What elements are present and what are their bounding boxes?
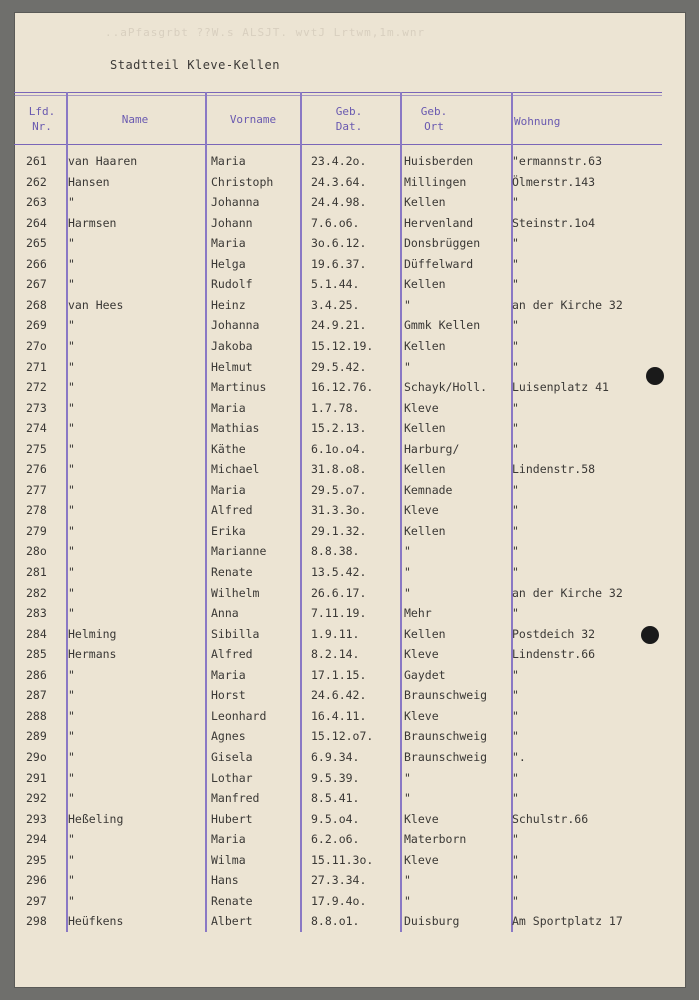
row-geb-ort: Gaydet — [404, 667, 446, 682]
row-number: 261 — [26, 154, 47, 168]
row-geb-ort: Kellen — [404, 338, 446, 353]
row-name: Heüfkens — [68, 914, 124, 929]
row-geb-dat: 1.7.78. — [311, 400, 360, 415]
row-vorname: Heinz — [211, 297, 246, 312]
row-vorname: Wilhelm — [211, 585, 260, 600]
row-name: " — [68, 688, 75, 703]
row-geb-ort: Düffelward — [404, 256, 474, 271]
row-name: " — [68, 400, 75, 415]
row-geb-ort: Materborn — [404, 832, 467, 847]
column-header-name: Name — [121, 113, 149, 126]
table-row — [0, 627, 699, 647]
row-geb-ort: Kemnade — [404, 482, 453, 497]
row-vorname: Gisela — [211, 749, 253, 764]
row-geb-ort: Gmmk Kellen — [404, 318, 481, 333]
row-geb-ort: Kleve — [404, 708, 439, 723]
table-row — [0, 154, 699, 174]
row-vorname: Michael — [211, 462, 260, 477]
row-vorname: Manfred — [211, 791, 260, 806]
row-number: 288 — [26, 708, 47, 723]
row-geb-dat: 17.1.15. — [311, 667, 367, 682]
table-row — [0, 175, 699, 195]
column-header-geb-dat: Geb. Dat. — [335, 105, 363, 133]
table-row — [0, 462, 699, 482]
row-geb-dat: 24.3.64. — [311, 174, 367, 189]
row-vorname: Mathias — [211, 421, 260, 436]
row-number: 275 — [26, 441, 47, 456]
row-geb-ort: Hervenland — [404, 215, 474, 230]
row-geb-ort: Kellen — [404, 523, 446, 538]
row-vorname: Anna — [211, 606, 239, 621]
row-vorname: Johanna — [211, 195, 260, 210]
row-geb-ort: " — [404, 585, 411, 600]
row-name: " — [68, 832, 75, 847]
table-row — [0, 771, 699, 791]
row-number: 298 — [26, 914, 47, 929]
row-geb-dat: 29.5.o7. — [311, 482, 367, 497]
row-number: 29o — [26, 749, 47, 764]
row-name: " — [68, 544, 75, 559]
row-wohnung: " — [512, 256, 519, 271]
row-geb-ort: Donsbrüggen — [404, 236, 481, 251]
column-header-geb-ort: Geb. Ort — [420, 105, 448, 133]
row-number: 282 — [26, 585, 47, 600]
row-geb-dat: 9.5.o4. — [311, 811, 360, 826]
row-wohnung: " — [512, 708, 519, 723]
row-geb-dat: 6.2.o6. — [311, 832, 360, 847]
row-vorname: Maria — [211, 236, 246, 251]
row-number: 279 — [26, 523, 47, 538]
row-wohnung: Lindenstr.58 — [512, 462, 596, 477]
row-name: " — [68, 791, 75, 806]
row-geb-dat: 8.2.14. — [311, 647, 360, 662]
row-vorname: Maria — [211, 400, 246, 415]
row-vorname: Albert — [211, 914, 253, 929]
row-number: 263 — [26, 195, 47, 210]
column-header-nr: Lfd. Nr. — [28, 105, 56, 133]
row-wohnung: "ermannstr.63 — [512, 154, 603, 168]
table-row — [0, 442, 699, 462]
row-geb-dat: 29.1.32. — [311, 523, 367, 538]
row-name: van Haaren — [68, 154, 138, 168]
row-wohnung: Ölmerstr.143 — [512, 174, 596, 189]
row-name: " — [68, 380, 75, 395]
column-header-wohnung: Wohnung — [514, 115, 561, 128]
table-row — [0, 750, 699, 770]
row-geb-ort: Kleve — [404, 852, 439, 867]
row-vorname: Agnes — [211, 729, 246, 744]
row-geb-dat: 19.6.37. — [311, 256, 367, 271]
row-name: " — [68, 441, 75, 456]
row-wohnung: Schulstr.66 — [512, 811, 589, 826]
punch-hole — [641, 626, 659, 644]
row-geb-ort: Kellen — [404, 462, 446, 477]
row-geb-dat: 15.11.3o. — [311, 852, 374, 867]
row-number: 264 — [26, 215, 47, 230]
row-name: " — [68, 338, 75, 353]
row-geb-dat: 27.3.34. — [311, 873, 367, 888]
row-name: " — [68, 749, 75, 764]
faded-header-text: ..aPfasgrbt ??W.s ALSJT. wvtJ Lrtwm,1m.wnr — [105, 26, 426, 39]
row-wohnung: " — [512, 565, 519, 579]
row-number: 271 — [26, 359, 47, 374]
column-header-vorname: Vorname — [229, 113, 277, 126]
row-wohnung: " — [512, 688, 519, 703]
row-geb-dat: 23.4.2o. — [311, 154, 367, 168]
row-name: Hansen — [68, 174, 110, 189]
row-geb-dat: 31.3.3o. — [311, 503, 367, 518]
row-name: " — [68, 482, 75, 497]
row-geb-ort: Kleve — [404, 503, 439, 518]
row-geb-dat: 6.1o.o4. — [311, 441, 367, 456]
table-row — [0, 668, 699, 688]
row-wohnung: ". — [512, 749, 526, 764]
row-geb-ort: Duisburg — [404, 914, 460, 929]
row-name: " — [68, 277, 75, 292]
row-vorname: Christoph — [211, 174, 274, 189]
row-name: " — [68, 523, 75, 538]
row-wohnung: " — [512, 606, 519, 621]
row-name: " — [68, 503, 75, 518]
row-name: " — [68, 729, 75, 744]
row-wohnung: " — [512, 318, 519, 333]
row-vorname: Hans — [211, 873, 239, 888]
header-bottom-rule — [14, 144, 662, 145]
row-name: van Hees — [68, 297, 124, 312]
row-number: 28o — [26, 544, 47, 559]
row-geb-dat: 31.8.o8. — [311, 462, 367, 477]
table-row — [0, 277, 699, 297]
row-vorname: Lothar — [211, 770, 253, 785]
punch-hole — [646, 367, 664, 385]
row-geb-ort: Kellen — [404, 626, 446, 641]
row-geb-dat: 16.4.11. — [311, 708, 367, 723]
district-title: Stadtteil Kleve-Kellen — [110, 58, 280, 72]
table-row — [0, 318, 699, 338]
row-geb-ort: Mehr — [404, 606, 432, 621]
row-number: 283 — [26, 606, 47, 621]
row-name: Helming — [68, 626, 117, 641]
row-wohnung: " — [512, 667, 519, 682]
row-number: 286 — [26, 667, 47, 682]
row-vorname: Rudolf — [211, 277, 253, 292]
row-wohnung: Postdeich 32 — [512, 626, 596, 641]
row-name: " — [68, 318, 75, 333]
row-geb-dat: 24.4.98. — [311, 195, 367, 210]
row-wohnung: " — [512, 236, 519, 251]
row-number: 267 — [26, 277, 47, 292]
row-geb-dat: 13.5.42. — [311, 565, 367, 579]
row-number: 294 — [26, 832, 47, 847]
row-vorname: Helga — [211, 256, 246, 271]
row-wohnung: " — [512, 441, 519, 456]
row-geb-ort: " — [404, 297, 411, 312]
row-geb-ort: Harburg/ — [404, 441, 460, 456]
row-geb-ort: Kleve — [404, 647, 439, 662]
row-geb-ort: " — [404, 873, 411, 888]
row-vorname: Helmut — [211, 359, 253, 374]
row-geb-dat: 6.9.34. — [311, 749, 360, 764]
table-row — [0, 853, 699, 873]
row-geb-dat: 7.11.19. — [311, 606, 367, 621]
row-wohnung: " — [512, 770, 519, 785]
row-geb-ort: Millingen — [404, 174, 467, 189]
row-wohnung: " — [512, 338, 519, 353]
row-geb-ort: " — [404, 770, 411, 785]
row-number: 292 — [26, 791, 47, 806]
table-row — [0, 524, 699, 544]
row-geb-ort: " — [404, 565, 411, 579]
table-row — [0, 401, 699, 421]
table-row — [0, 647, 699, 667]
row-geb-ort: Kellen — [404, 277, 446, 292]
row-number: 284 — [26, 626, 47, 641]
row-vorname: Renate — [211, 893, 253, 908]
row-vorname: Alfred — [211, 503, 253, 518]
row-geb-dat: 26.6.17. — [311, 585, 367, 600]
row-number: 287 — [26, 688, 47, 703]
row-geb-ort: Braunschweig — [404, 749, 488, 764]
row-geb-dat: 15.12.19. — [311, 338, 374, 353]
row-number: 278 — [26, 503, 47, 518]
table-row — [0, 339, 699, 359]
table-row — [0, 709, 699, 729]
row-vorname: Wilma — [211, 852, 246, 867]
row-wohnung: " — [512, 893, 519, 908]
row-geb-dat: 7.6.o6. — [311, 215, 360, 230]
table-row — [0, 360, 699, 380]
row-geb-ort: Braunschweig — [404, 688, 488, 703]
row-name: " — [68, 667, 75, 682]
row-vorname: Maria — [211, 482, 246, 497]
row-number: 295 — [26, 852, 47, 867]
row-name: " — [68, 770, 75, 785]
table-row — [0, 812, 699, 832]
table-row — [0, 894, 699, 914]
row-name: " — [68, 236, 75, 251]
row-geb-ort: Braunschweig — [404, 729, 488, 744]
row-number: 269 — [26, 318, 47, 333]
table-row — [0, 544, 699, 564]
table-top-rule — [14, 92, 662, 93]
row-vorname: Maria — [211, 667, 246, 682]
table-row — [0, 483, 699, 503]
row-vorname: Maria — [211, 832, 246, 847]
row-number: 281 — [26, 565, 47, 579]
row-wohnung: Lindenstr.66 — [512, 647, 596, 662]
table-row — [0, 216, 699, 236]
row-wohnung: an der Kirche 32 — [512, 585, 623, 600]
row-vorname: Martinus — [211, 380, 267, 395]
row-geb-dat: 9.5.39. — [311, 770, 360, 785]
row-geb-dat: 8.5.41. — [311, 791, 360, 806]
table-row — [0, 914, 699, 934]
row-vorname: Sibilla — [211, 626, 260, 641]
row-name: " — [68, 256, 75, 271]
row-name: Hermans — [68, 647, 117, 662]
row-name: " — [68, 852, 75, 867]
row-number: 266 — [26, 256, 47, 271]
row-name: " — [68, 606, 75, 621]
row-vorname: Käthe — [211, 441, 246, 456]
row-number: 285 — [26, 647, 47, 662]
row-geb-dat: 8.8.o1. — [311, 914, 360, 929]
row-vorname: Johann — [211, 215, 253, 230]
row-geb-dat: 24.6.42. — [311, 688, 367, 703]
row-wohnung: " — [512, 791, 519, 806]
row-number: 291 — [26, 770, 47, 785]
row-geb-dat: 15.2.13. — [311, 421, 367, 436]
row-wohnung: an der Kirche 32 — [512, 297, 623, 312]
row-number: 272 — [26, 380, 47, 395]
table-row — [0, 421, 699, 441]
row-number: 268 — [26, 297, 47, 312]
row-wohnung: " — [512, 852, 519, 867]
row-name: " — [68, 893, 75, 908]
row-number: 273 — [26, 400, 47, 415]
row-wohnung: " — [512, 400, 519, 415]
row-geb-dat: 5.1.44. — [311, 277, 360, 292]
row-geb-ort: " — [404, 359, 411, 374]
row-vorname: Marianne — [211, 544, 267, 559]
row-geb-ort: Schayk/Holl. — [404, 380, 488, 395]
table-row — [0, 380, 699, 400]
row-vorname: Horst — [211, 688, 246, 703]
row-name: " — [68, 462, 75, 477]
row-geb-dat: 3o.6.12. — [311, 236, 367, 251]
row-wohnung: " — [512, 359, 519, 374]
row-vorname: Erika — [211, 523, 246, 538]
table-row — [0, 606, 699, 626]
row-number: 293 — [26, 811, 47, 826]
row-geb-ort: Kleve — [404, 400, 439, 415]
row-number: 277 — [26, 482, 47, 497]
row-vorname: Renate — [211, 565, 253, 579]
table-row — [0, 503, 699, 523]
table-row — [0, 298, 699, 318]
table-row — [0, 832, 699, 852]
row-geb-ort: " — [404, 791, 411, 806]
row-vorname: Jakoba — [211, 338, 253, 353]
row-geb-dat: 15.12.o7. — [311, 729, 374, 744]
row-vorname: Johanna — [211, 318, 260, 333]
row-vorname: Hubert — [211, 811, 253, 826]
table-row — [0, 236, 699, 256]
row-geb-dat: 8.8.38. — [311, 544, 360, 559]
row-number: 274 — [26, 421, 47, 436]
row-name: " — [68, 195, 75, 210]
table-row — [0, 688, 699, 708]
row-name: " — [68, 565, 75, 579]
table-row — [0, 586, 699, 606]
row-vorname: Leonhard — [211, 708, 267, 723]
row-geb-dat: 1.9.11. — [311, 626, 360, 641]
row-number: 265 — [26, 236, 47, 251]
row-number: 289 — [26, 729, 47, 744]
row-geb-dat: 17.9.4o. — [311, 893, 367, 908]
row-wohnung: Am Sportplatz 17 — [512, 914, 623, 929]
table-row — [0, 257, 699, 277]
table-row — [0, 873, 699, 893]
row-wohnung: " — [512, 421, 519, 436]
row-number: 276 — [26, 462, 47, 477]
row-name: Heßeling — [68, 811, 124, 826]
row-wohnung: " — [512, 482, 519, 497]
row-geb-ort: Kellen — [404, 195, 446, 210]
table-row — [0, 791, 699, 811]
row-wohnung: " — [512, 277, 519, 292]
row-geb-ort: " — [404, 544, 411, 559]
row-name: " — [68, 421, 75, 436]
row-name: " — [68, 359, 75, 374]
row-geb-dat: 24.9.21. — [311, 318, 367, 333]
row-wohnung: " — [512, 729, 519, 744]
row-vorname: Maria — [211, 154, 246, 168]
row-wohnung: " — [512, 503, 519, 518]
row-name: " — [68, 585, 75, 600]
row-vorname: Alfred — [211, 647, 253, 662]
row-name: " — [68, 873, 75, 888]
row-name: Harmsen — [68, 215, 117, 230]
row-wohnung: " — [512, 523, 519, 538]
row-wohnung: Luisenplatz 41 — [512, 380, 609, 395]
row-number: 296 — [26, 873, 47, 888]
table-row — [0, 195, 699, 215]
row-geb-ort: Kleve — [404, 811, 439, 826]
row-number: 262 — [26, 174, 47, 189]
row-geb-ort: Huisberden — [404, 154, 474, 168]
table-row — [0, 565, 699, 585]
row-number: 297 — [26, 893, 47, 908]
row-geb-dat: 16.12.76. — [311, 380, 374, 395]
row-geb-ort: Kellen — [404, 421, 446, 436]
row-name: " — [68, 708, 75, 723]
row-wohnung: " — [512, 832, 519, 847]
table-row — [0, 729, 699, 749]
row-wohnung: Steinstr.1o4 — [512, 215, 596, 230]
row-number: 27o — [26, 338, 47, 353]
row-geb-dat: 3.4.25. — [311, 297, 360, 312]
row-wohnung: " — [512, 873, 519, 888]
table-top-rule-2 — [14, 95, 662, 96]
row-wohnung: " — [512, 195, 519, 210]
row-geb-dat: 29.5.42. — [311, 359, 367, 374]
row-wohnung: " — [512, 544, 519, 559]
row-geb-ort: " — [404, 893, 411, 908]
